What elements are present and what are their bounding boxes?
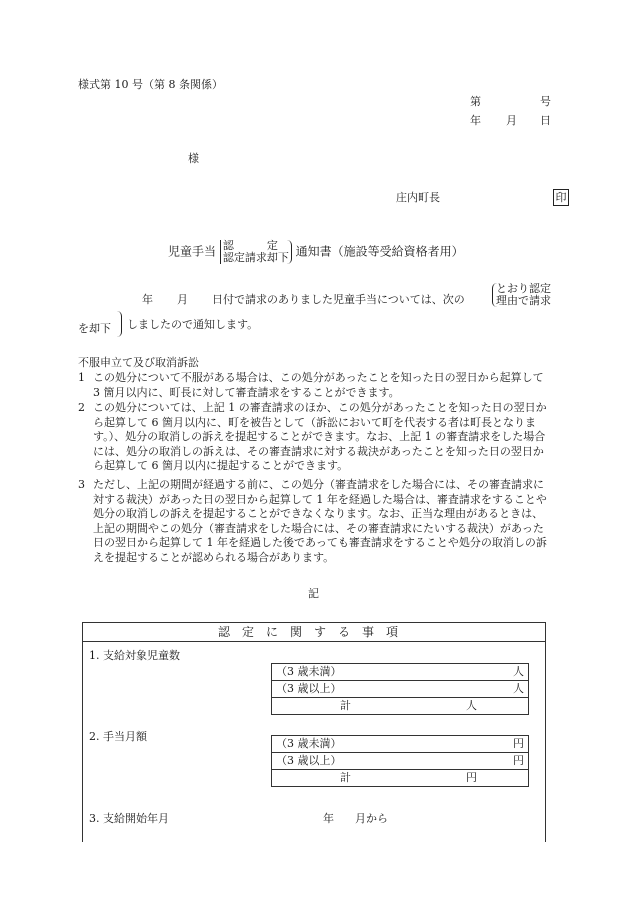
date-year: 年 (470, 114, 481, 127)
children-row-under3 (272, 664, 529, 681)
section-amount (83, 722, 546, 802)
certification-table (82, 622, 546, 842)
appeal-item-3-num: 3 (78, 478, 85, 491)
appeal-item-1-num: 1 (78, 371, 85, 384)
amount-row-total (272, 770, 529, 787)
form-label: 様式第 10 号（第 8 条関係） (78, 78, 223, 91)
doc-number-prefix: 第 (470, 95, 481, 108)
children-over3-unit: 人 (513, 682, 524, 695)
title-suffix: 通知書（施設等受給資格者用） (295, 244, 464, 259)
ki-mark: 記 (308, 587, 319, 600)
start-month: 月から (355, 812, 388, 825)
start-year: 年 (323, 812, 334, 825)
appeal-item-2-text: この処分については、上記 1 の審査請求のほか、この処分があったことを知った日の翌日から起算して 6 箇月以内に、町を被告として（訴訟において町を代表する者は町長となります。）、処分の取消しの訴えを提起することができます。なお、上記 1 の審査請求をした場合には、処分の取消しの訴えは、その審査請求に対する裁決があったことを知った日の翌日から起算して 6 箇月以内に提起することができます。 (93, 401, 547, 473)
amount-over3-label: （3 歳以上） (276, 754, 342, 767)
addressee-suffix: 様 (188, 152, 199, 165)
section-3-label: 3. 支給開始年月 (89, 812, 169, 825)
body-text: 日付で請求のありました児童手当については、次の (212, 293, 465, 306)
amount-row-under3 (272, 736, 529, 753)
title-options (220, 240, 292, 264)
title-option-top: 認 定 (222, 239, 278, 252)
body-reason-options (492, 283, 560, 307)
appeal-item-1-text: この処分について不服がある場合は、この処分があったことを知った日の翌日から起算して 3 箇月以内に、町長に対して審査請求をすることができます。 (93, 371, 544, 399)
children-row-total (272, 698, 529, 715)
document-title (168, 240, 464, 270)
title-prefix: 児童手当 (168, 244, 217, 259)
children-total-label: 計 (340, 699, 351, 712)
children-under3-label: （3 歳未満） (276, 665, 342, 678)
children-box (271, 663, 529, 715)
table-header: 認定に関する事項 (83, 623, 546, 642)
section-children (83, 642, 546, 723)
seal-mark: 印 (553, 189, 569, 206)
body-bracket (112, 311, 122, 337)
children-row-over3 (272, 681, 529, 698)
amount-row-over3 (272, 753, 529, 770)
section-1-label: 1. 支給対象児童数 (89, 649, 180, 662)
doc-number-suffix: 号 (540, 95, 551, 108)
amount-total-label: 計 (340, 771, 351, 784)
children-under3-unit: 人 (513, 665, 524, 678)
date-month: 月 (506, 114, 517, 127)
body-year: 年 (142, 293, 153, 306)
children-over3-label: （3 歳以上） (276, 682, 342, 695)
appeal-item-3-text: ただし、上記の期間が経過する前に、この処分（審査請求をした場合には、その審査請求に対する裁決）があった日の翌日から起算して 1 年を経過した場合は、審査請求をすることや処分の取消しの訴えを提起することができなくなります。なお、正当な理由があるときは、上記の期間やこの処分（審査請求をした場合には、その審査請求にたいする裁決）があった日の翌日から起算して 1 年を経過した後であっても審査請求をすることや処分の取消しの訴えを提起することが認められる場合があります。 (93, 478, 547, 564)
title-option-bottom: 認定請求却下 (222, 251, 289, 264)
body-reason-top: とおり認定 (496, 282, 551, 295)
body-line2-text: しましたので通知します。 (127, 318, 259, 331)
body-line2-prefix: を却下 (78, 322, 111, 335)
appeal-heading: 不服申立て及び取消訴訟 (78, 356, 199, 369)
amount-box (271, 735, 529, 787)
amount-under3-unit: 円 (513, 737, 524, 750)
body-reason-bottom: 理由で請求 (496, 294, 551, 307)
amount-under3-label: （3 歳未満） (276, 737, 342, 750)
appeal-item-2-num: 2 (78, 401, 85, 414)
section-start (83, 802, 546, 842)
date-day: 日 (540, 114, 551, 127)
amount-total-unit: 円 (466, 771, 477, 784)
appeal-item-2 (78, 401, 548, 474)
appeal-item-3 (78, 478, 548, 566)
issuer-title: 庄内町長 (396, 191, 440, 204)
children-total-unit: 人 (466, 699, 477, 712)
amount-over3-unit: 円 (513, 754, 524, 767)
appeal-item-1 (78, 371, 548, 400)
body-month: 月 (177, 293, 188, 306)
section-2-label: 2. 手当月額 (89, 730, 147, 743)
